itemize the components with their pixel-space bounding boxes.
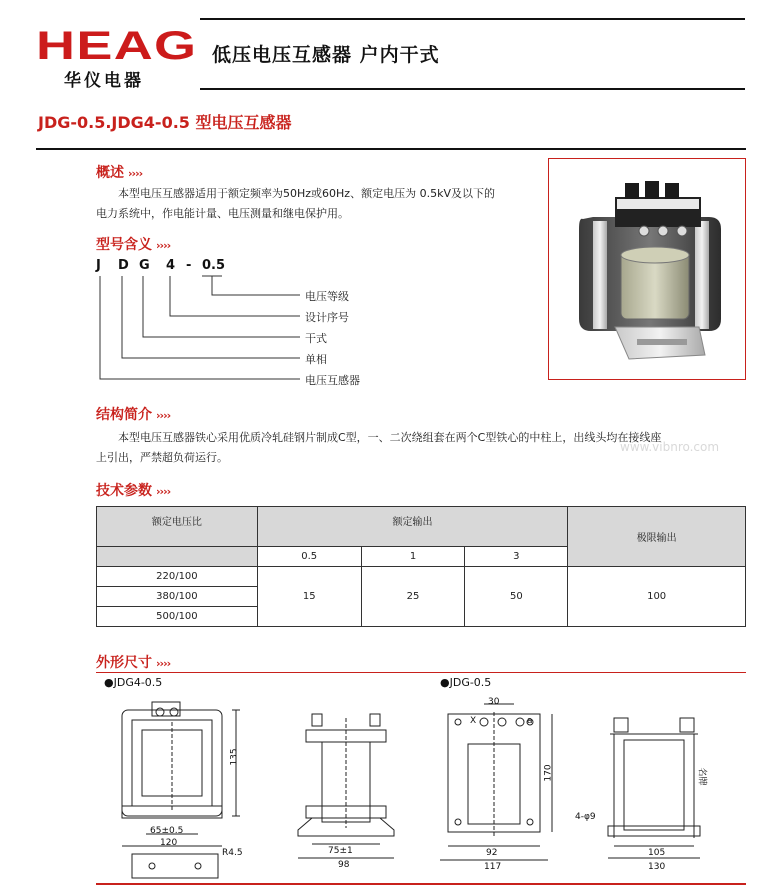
ratio-500: 500/100: [97, 607, 258, 627]
dim-b-hole: 4-φ9: [575, 812, 596, 822]
th-class-1: 1: [361, 547, 465, 567]
code-digit-4: 4: [166, 258, 176, 273]
overview-line-1: 本型电压互感器适用于额定频率为50Hz或60Hz、额定电压为 0.5kV及以下的: [118, 187, 495, 200]
th-class-3: 3: [465, 547, 568, 567]
tech-heading: [96, 480, 170, 500]
spec-table: [96, 506, 746, 627]
logo-subtitle: 华仪电器: [64, 71, 144, 91]
code-label-dry: 干式: [305, 332, 327, 345]
chevron-icon: ››››: [156, 657, 171, 670]
dim-b-117: 117: [484, 862, 502, 872]
ratio-220: 220/100: [97, 567, 258, 587]
dim-a-135: 135: [229, 748, 240, 766]
code-letter-j: J: [96, 258, 101, 273]
code-label-single: 单相: [305, 353, 327, 366]
chevron-icon: ››››: [156, 409, 171, 422]
dim-b-a: a: [527, 716, 533, 726]
value-0-5: 15: [257, 567, 361, 627]
tech-heading-text: 技术参数: [96, 483, 152, 499]
dim-b-105: 105: [648, 848, 666, 858]
dim-b-nameplate: 名牌: [696, 767, 707, 786]
structure-heading-text: 结构简介: [96, 407, 152, 423]
dim-a-75: 75±1: [328, 846, 353, 856]
drawing-jdg-front: [440, 692, 560, 882]
dim-b-x: X: [470, 716, 477, 726]
value-limit: 100: [568, 567, 746, 627]
overview-heading: [96, 162, 142, 182]
logo-text: HEAG: [36, 24, 198, 68]
dim-b-130: 130: [648, 862, 666, 872]
code-label-vt: 电压互感器: [305, 374, 360, 387]
structure-line-2: 上引出，严禁超负荷运行。: [96, 451, 228, 464]
value-3: 50: [465, 567, 568, 627]
th-ratio: 额定电压比: [97, 507, 258, 547]
th-ratio-blank: [97, 547, 258, 567]
dim-b-30: 30: [488, 697, 500, 707]
dim-a-120: 120: [160, 838, 178, 848]
dim-a-98: 98: [338, 860, 350, 870]
dim-a-65: 65±0.5: [150, 826, 184, 836]
header-rule-bottom: [200, 88, 745, 90]
code-letter-d: D: [118, 258, 129, 273]
model-a-label: ●JDG4-0.5: [104, 676, 163, 689]
watermark: www.vibnro.com: [620, 440, 720, 454]
value-1: 25: [361, 567, 465, 627]
structure-line-1: 本型电压互感器铁心采用优质冷轧硅钢片制成C型，一、二次绕组套在两个C型铁心的中柱上，出线头均在接线座: [118, 431, 662, 444]
code-voltage: 0.5: [202, 258, 226, 273]
dimensions-heading-text: 外形尺寸: [96, 655, 152, 671]
chevron-icon: ››››: [156, 239, 171, 252]
ratio-380: 380/100: [97, 587, 258, 607]
overview-heading-text: 概述: [96, 165, 124, 181]
product-rule: [36, 148, 746, 150]
dimensions-rule: [96, 672, 746, 673]
model-b-label: ●JDG-0.5: [440, 676, 492, 689]
model-code-leaders: [90, 270, 310, 390]
product-title: JDG-0.5.JDG4-0.5 型电压互感器: [38, 113, 292, 132]
dim-b-170: 170: [543, 764, 554, 782]
dim-b-92: 92: [486, 848, 498, 858]
brand-logo: [36, 24, 198, 91]
code-label-design: 设计序号: [305, 311, 349, 324]
th-limit: 极限输出: [568, 507, 746, 567]
chevron-icon: ››››: [128, 167, 143, 180]
page-title: 低压电压互感器 户内干式: [212, 44, 440, 66]
dimensions-heading: [96, 652, 170, 672]
model-heading-text: 型号含义: [96, 237, 152, 253]
chevron-icon: ››››: [156, 485, 171, 498]
code-letter-g: G: [139, 258, 150, 273]
structure-heading: [96, 404, 170, 424]
header-rule-top: [200, 18, 745, 20]
model-heading: [96, 234, 170, 254]
dim-a-r45: R4.5: [222, 848, 243, 858]
th-rated: 额定输出: [257, 507, 567, 547]
transformer-illustration: [549, 159, 744, 378]
th-class-0-5: 0.5: [257, 547, 361, 567]
bottom-rule: [96, 883, 746, 885]
code-dash: -: [186, 258, 192, 273]
overview-line-2: 电力系统中，作电能计量、电压测量和继电保护用。: [96, 207, 349, 220]
product-photo: [548, 158, 746, 380]
code-label-voltage: 电压等级: [305, 290, 349, 303]
